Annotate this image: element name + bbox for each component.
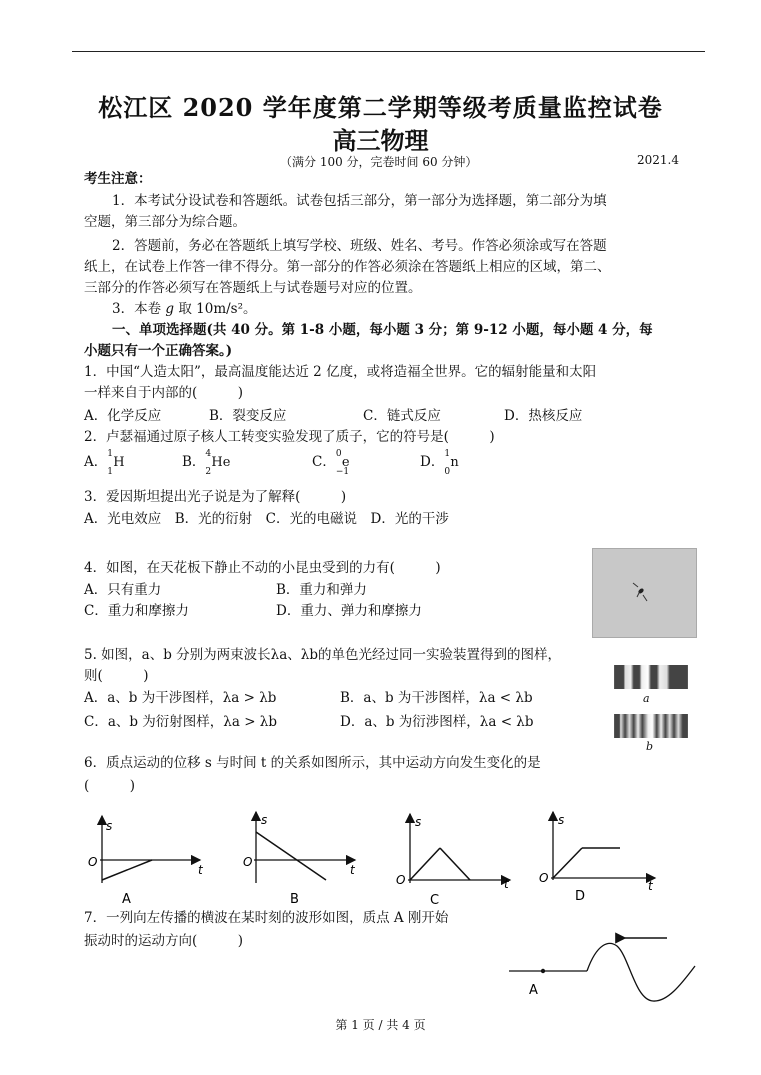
q6-a-label: A — [122, 892, 131, 907]
q6-graph-d — [539, 812, 655, 904]
q6-c-axis-s: s — [415, 815, 422, 829]
notice-item3-g: g — [165, 301, 175, 317]
q1-option-a: A．化学反应 — [84, 408, 162, 424]
q2-c-mass: 0 — [335, 449, 342, 459]
notice-item1-line1: 1．本考试分设试卷和答题纸。试卷包括三部分，第一部分为选择题，第二部分为填 — [112, 193, 607, 209]
point-a-marker — [541, 969, 545, 973]
q3-options: A．光电效应 B．光的衍射 C．光的电磁说 D．光的干涉 — [84, 511, 449, 527]
q6-d-label: D — [575, 889, 586, 904]
page-footer: 第 1 页 / 共 4 页 — [335, 1018, 426, 1032]
q1-stem-line1: 1．中国“人造太阳”，最高温度能达近 2 亿度，或将造福全世界。它的辐射能量和太阳 — [84, 364, 597, 380]
q6-graph-c — [396, 814, 510, 908]
q3-stem: 3．爱因斯坦提出光子说是为了解释( ) — [84, 489, 347, 505]
q5-option-c: C．a、b 为衍射图样，λa > λb — [84, 714, 278, 730]
q6-stem-line1: 6．质点运动的位移 s 与时间 t 的关系如图所示，其中运动方向发生变化的是 — [84, 755, 541, 771]
q2-a-mass: 1 — [107, 449, 113, 459]
q7-stem-line2: 振动时的运动方向( ) — [84, 933, 244, 949]
q6-a-axis-t: t — [198, 863, 203, 877]
q6-d-axis-t: t — [648, 879, 653, 893]
q2-d-symbol: n — [450, 455, 459, 470]
q6-d-axis-s: s — [558, 813, 565, 827]
q6-c-origin: O — [396, 873, 406, 887]
pattern-a-label: a — [643, 692, 650, 705]
notice-heading: 考生注意： — [84, 171, 152, 187]
q2-option-a — [84, 449, 129, 477]
q2-option-a-label: A． — [84, 454, 108, 470]
q2-c-num: −1 — [335, 467, 350, 477]
q2-option-c-label: C． — [312, 454, 336, 470]
q5-option-a: A．a、b 为干涉图样，λa > λb — [84, 690, 277, 706]
q7-stem-line1: 7．一列向左传播的横波在某时刻的波形如图，质点 A 刚开始 — [84, 910, 449, 926]
q1-option-d: D．热核反应 — [504, 408, 583, 424]
q6-graph-b — [243, 812, 356, 907]
q4-option-d: D．重力、弹力和摩擦力 — [276, 603, 422, 619]
pattern-b-label: b — [646, 740, 654, 753]
q6-b-axis-s: s — [261, 813, 268, 827]
exam-subject: 高三物理 — [332, 126, 429, 155]
q2-a-num: 1 — [107, 467, 113, 477]
pattern-a — [614, 665, 688, 689]
q6-b-label: B — [290, 892, 299, 907]
section1-heading-line1: 一、单项选择题(共 40 分。第 1-8 小题，每小题 3 分；第 9-12 小题，每小题 4 分，每 — [112, 322, 653, 338]
q5-option-b: B．a、b 为干涉图样，λa < λb — [340, 690, 533, 706]
notice-item2-line2: 纸上，在试卷上作答一律不得分。第一部分的作答必须涂在答题纸上相应的区域，第二、 — [84, 259, 611, 275]
q2-option-d — [420, 449, 466, 477]
notice-item1-line2: 空题，第三部分为综合题。 — [84, 214, 246, 230]
q6-c-label: C — [430, 893, 440, 908]
notice-item3-pre: 3．本卷 — [112, 301, 162, 317]
q6-c-axis-t: t — [504, 877, 509, 891]
q6-graph-a — [88, 816, 204, 907]
exam-date: 2021.4 — [637, 153, 679, 167]
notice-item2-line3: 三部分的作答必须写在答题纸上与试卷题号对应的位置。 — [84, 280, 422, 296]
q2-a-symbol: H — [113, 455, 125, 470]
section1-heading-line2: 小题只有一个正确答案。) — [84, 343, 233, 359]
q1-option-b: B．裂变反应 — [209, 408, 287, 424]
q2-option-c — [312, 449, 358, 477]
q4-option-a: A．只有重力 — [84, 582, 162, 598]
exam-info: （满分 100 分，完卷时间 60 分钟） — [280, 155, 478, 169]
wave-curve — [587, 943, 695, 1001]
q1-stem-line2: 一样来自于内部的( ) — [84, 385, 244, 401]
q5-stem-line1: 5. 如图，a、b 分别为两束波长λa、λb的单色光经过同一实验装置得到的图样， — [84, 647, 561, 663]
q6-stem-line2: ( ) — [84, 778, 136, 794]
q2-b-symbol: He — [211, 455, 231, 470]
q1-option-c: C．链式反应 — [363, 408, 441, 424]
q2-option-b-label: B． — [182, 454, 206, 470]
q2-option-d-label: D． — [420, 454, 445, 470]
exam-title: 松江区 2020 学年度第二学期等级考质量监控试卷 — [98, 93, 663, 122]
q5-stem-line2: 则( ) — [84, 668, 149, 684]
q6-b-axis-t: t — [350, 863, 355, 877]
q6-a-axis-s: s — [106, 819, 113, 833]
insect-photo — [592, 548, 697, 638]
notice-item3 — [112, 299, 257, 320]
q2-option-b — [182, 449, 231, 477]
q5-option-d: D．a、b 为衍涉图样，λa < λb — [340, 714, 534, 730]
q2-b-mass: 4 — [205, 449, 212, 459]
q4-option-b: B．重力和弹力 — [276, 582, 367, 598]
header-rule — [72, 51, 705, 52]
q2-c-symbol: e — [341, 455, 350, 470]
q4-option-c: C．重力和摩擦力 — [84, 603, 189, 619]
pattern-b — [614, 714, 688, 738]
notice-item3-post: 取 10m/s²。 — [178, 301, 257, 317]
q6-d-origin: O — [539, 871, 549, 885]
q6-a-origin: O — [88, 855, 98, 869]
notice-item2-line1: 2．答题前，务必在答题纸上填写学校、班级、姓名、考号。作答必须涂或写在答题 — [112, 238, 607, 254]
q2-d-mass: 1 — [444, 449, 451, 459]
q2-stem: 2．卢瑟福通过原子核人工转变实验发现了质子，它的符号是( ) — [84, 429, 495, 445]
insect-icon — [593, 549, 696, 637]
q7-wave-figure — [505, 928, 700, 1008]
q2-b-num: 2 — [205, 467, 212, 477]
q6-graphs — [80, 808, 680, 913]
q4-stem: 4．如图，在天花板下静止不动的小昆虫受到的力有( ) — [84, 560, 441, 576]
q2-d-num: 0 — [444, 467, 451, 477]
point-a-label: A — [529, 983, 538, 998]
q6-b-origin: O — [243, 855, 253, 869]
